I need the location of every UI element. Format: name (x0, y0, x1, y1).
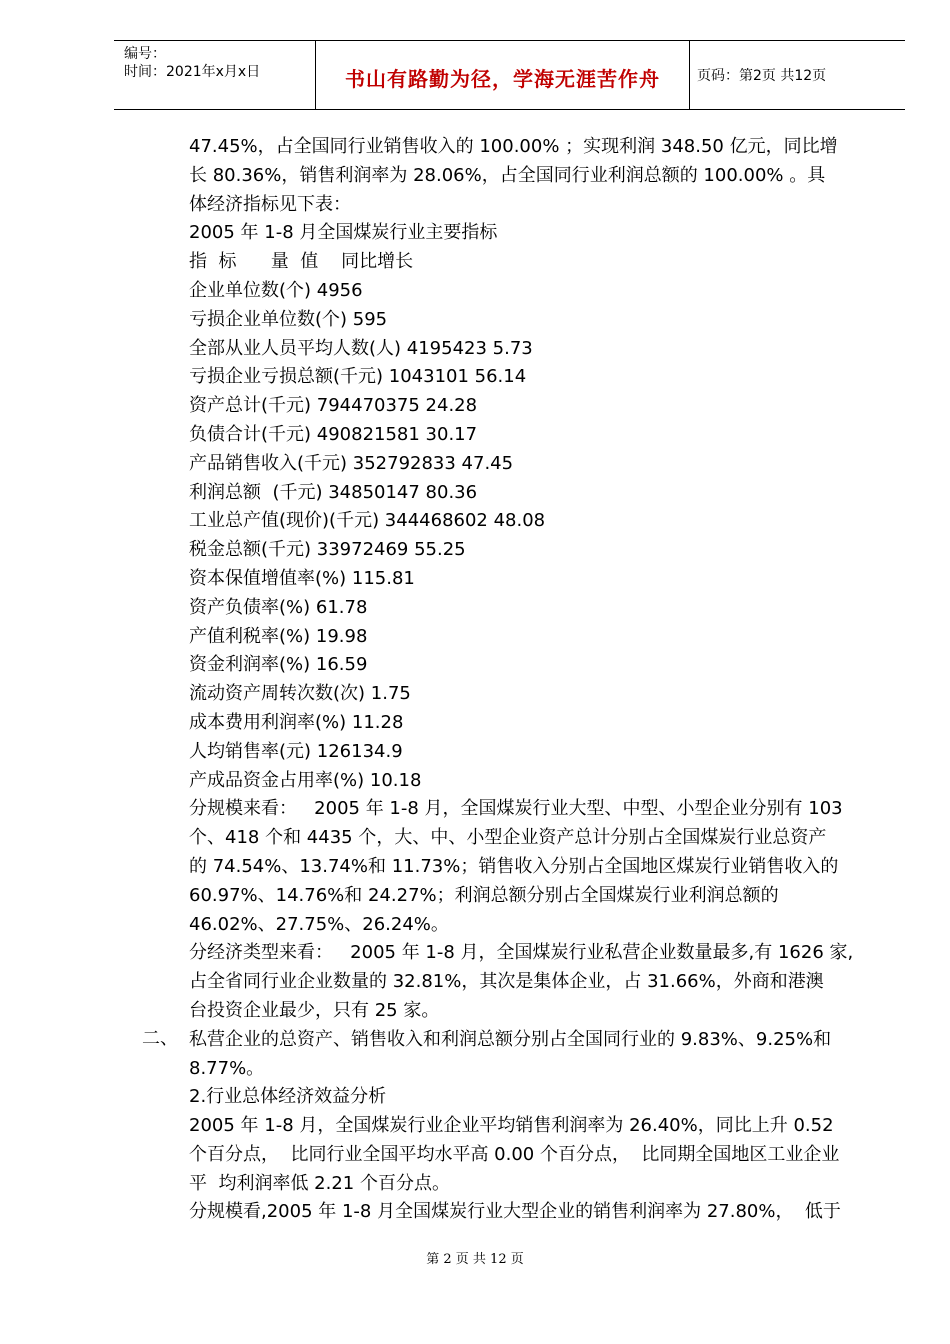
table-row: 人均销售率(元) 126134.9 (189, 740, 403, 762)
text-line: 2005 年 1-8 月，全国煤炭行业企业平均销售利润率为 26.40%，同比上升 0.52 (189, 1115, 834, 1137)
table-row: 企业单位数(个) 4956 (189, 279, 363, 301)
text-line: 长 80.36%，销售利润率为 28.06%，占全国同行业利润总额的 100.00% 。具 (189, 164, 826, 186)
table-title: 2005 年 1-8 月全国煤炭行业主要指标 (189, 222, 498, 244)
section-heading: 2.行业总体经济效益分析 (189, 1086, 387, 1108)
list-marker: 二、 (142, 1028, 178, 1049)
text-line: 平 均利润率低 2.21 个百分点。 (189, 1172, 450, 1194)
table-row: 资金利润率(%) 16.59 (189, 654, 368, 676)
table-row: 资产负债率(%) 61.78 (189, 596, 368, 618)
text-line: 8.77%。 (189, 1057, 265, 1079)
page-footer: 第 2 页 共 12 页 (426, 1252, 524, 1267)
table-row: 流动资产周转次数(次) 1.75 (189, 683, 411, 705)
text-line: 46.02%、27.75%、26.24%。 (189, 913, 449, 935)
table-row: 工业总产值(现价)(千元) 344468602 48.08 (189, 510, 546, 532)
document-body (189, 133, 889, 1227)
table-row: 利润总额 (千元) 34850147 80.36 (189, 481, 478, 503)
table-header: 指 标 量 值 同比增长 (189, 251, 414, 273)
text-line: 私营企业的总资产、销售收入和利润总额分别占全国同行业的 9.83%、9.25%和 (189, 1028, 832, 1050)
header-motto-cell (315, 41, 690, 109)
header-page-cell (689, 41, 905, 109)
text-line: 60.97%、14.76%和 24.27%；利润总额分别占全国煤炭行业利润总额的 (189, 884, 779, 906)
table-row: 税金总额(千元) 33972469 55.25 (189, 539, 466, 561)
table-row: 成本费用利润率(%) 11.28 (189, 711, 404, 733)
text-line: 占全省同行业企业数量的 32.81%，其次是集体企业，占 31.66%，外商和港澳 (189, 971, 824, 993)
text-line: 分经济类型来看： 2005 年 1-8 月，全国煤炭行业私营企业数量最多,有 1626 家, (189, 942, 854, 964)
text-line: 47.45%，占全国同行业销售收入的 100.00% ；实现利润 348.50 亿元，同比增 (189, 136, 838, 157)
text-line: 分规模来看： 2005 年 1-8 月，全国煤炭行业大型、中型、小型企业分别有 103 (189, 798, 843, 820)
table-row: 全部从业人员平均人数(人) 4195423 5.73 (189, 337, 533, 359)
text-line: 个百分点， 比同行业全国平均水平高 0.00 个百分点， 比同期全国地区工业企业 (189, 1143, 840, 1165)
table-row: 资本保值增值率(%) 115.81 (189, 567, 415, 589)
table-row: 产品销售收入(千元) 352792833 47.45 (189, 452, 514, 474)
text-line: 个、418 个和 4435 个，大、中、小型企业资产总计分别占全国煤炭行业总资产 (189, 827, 827, 849)
time-label: 时间：2021年x月x日 (124, 64, 261, 80)
text-line: 体经济指标见下表： (189, 193, 351, 215)
motto: 书山有路勤为径，学海无涯苦作舟 (345, 67, 660, 91)
table-row: 资产总计(千元) 794470375 24.28 (189, 395, 478, 417)
number-label: 编号： (124, 46, 166, 62)
table-row: 负债合计(千元) 490821581 30.17 (189, 423, 478, 445)
table-row: 亏损企业亏损总额(千元) 1043101 56.14 (189, 366, 527, 388)
text-line: 的 74.54%、13.74%和 11.73%；销售收入分别占全国地区煤炭行业销售收入的 (189, 855, 839, 877)
page-info: 页码：第2页 共12页 (697, 68, 827, 84)
table-row: 产值利税率(%) 19.98 (189, 625, 368, 647)
page-header (114, 40, 905, 110)
text-line: 分规模看,2005 年 1-8 月全国煤炭行业大型企业的销售利润率为 27.80%， 低于 (189, 1201, 841, 1223)
text-line: 台投资企业最少，只有 25 家。 (189, 999, 440, 1021)
table-row: 亏损企业单位数(个) 595 (189, 308, 388, 330)
table-row: 产成品资金占用率(%) 10.18 (189, 769, 422, 791)
header-meta-cell (114, 41, 315, 109)
